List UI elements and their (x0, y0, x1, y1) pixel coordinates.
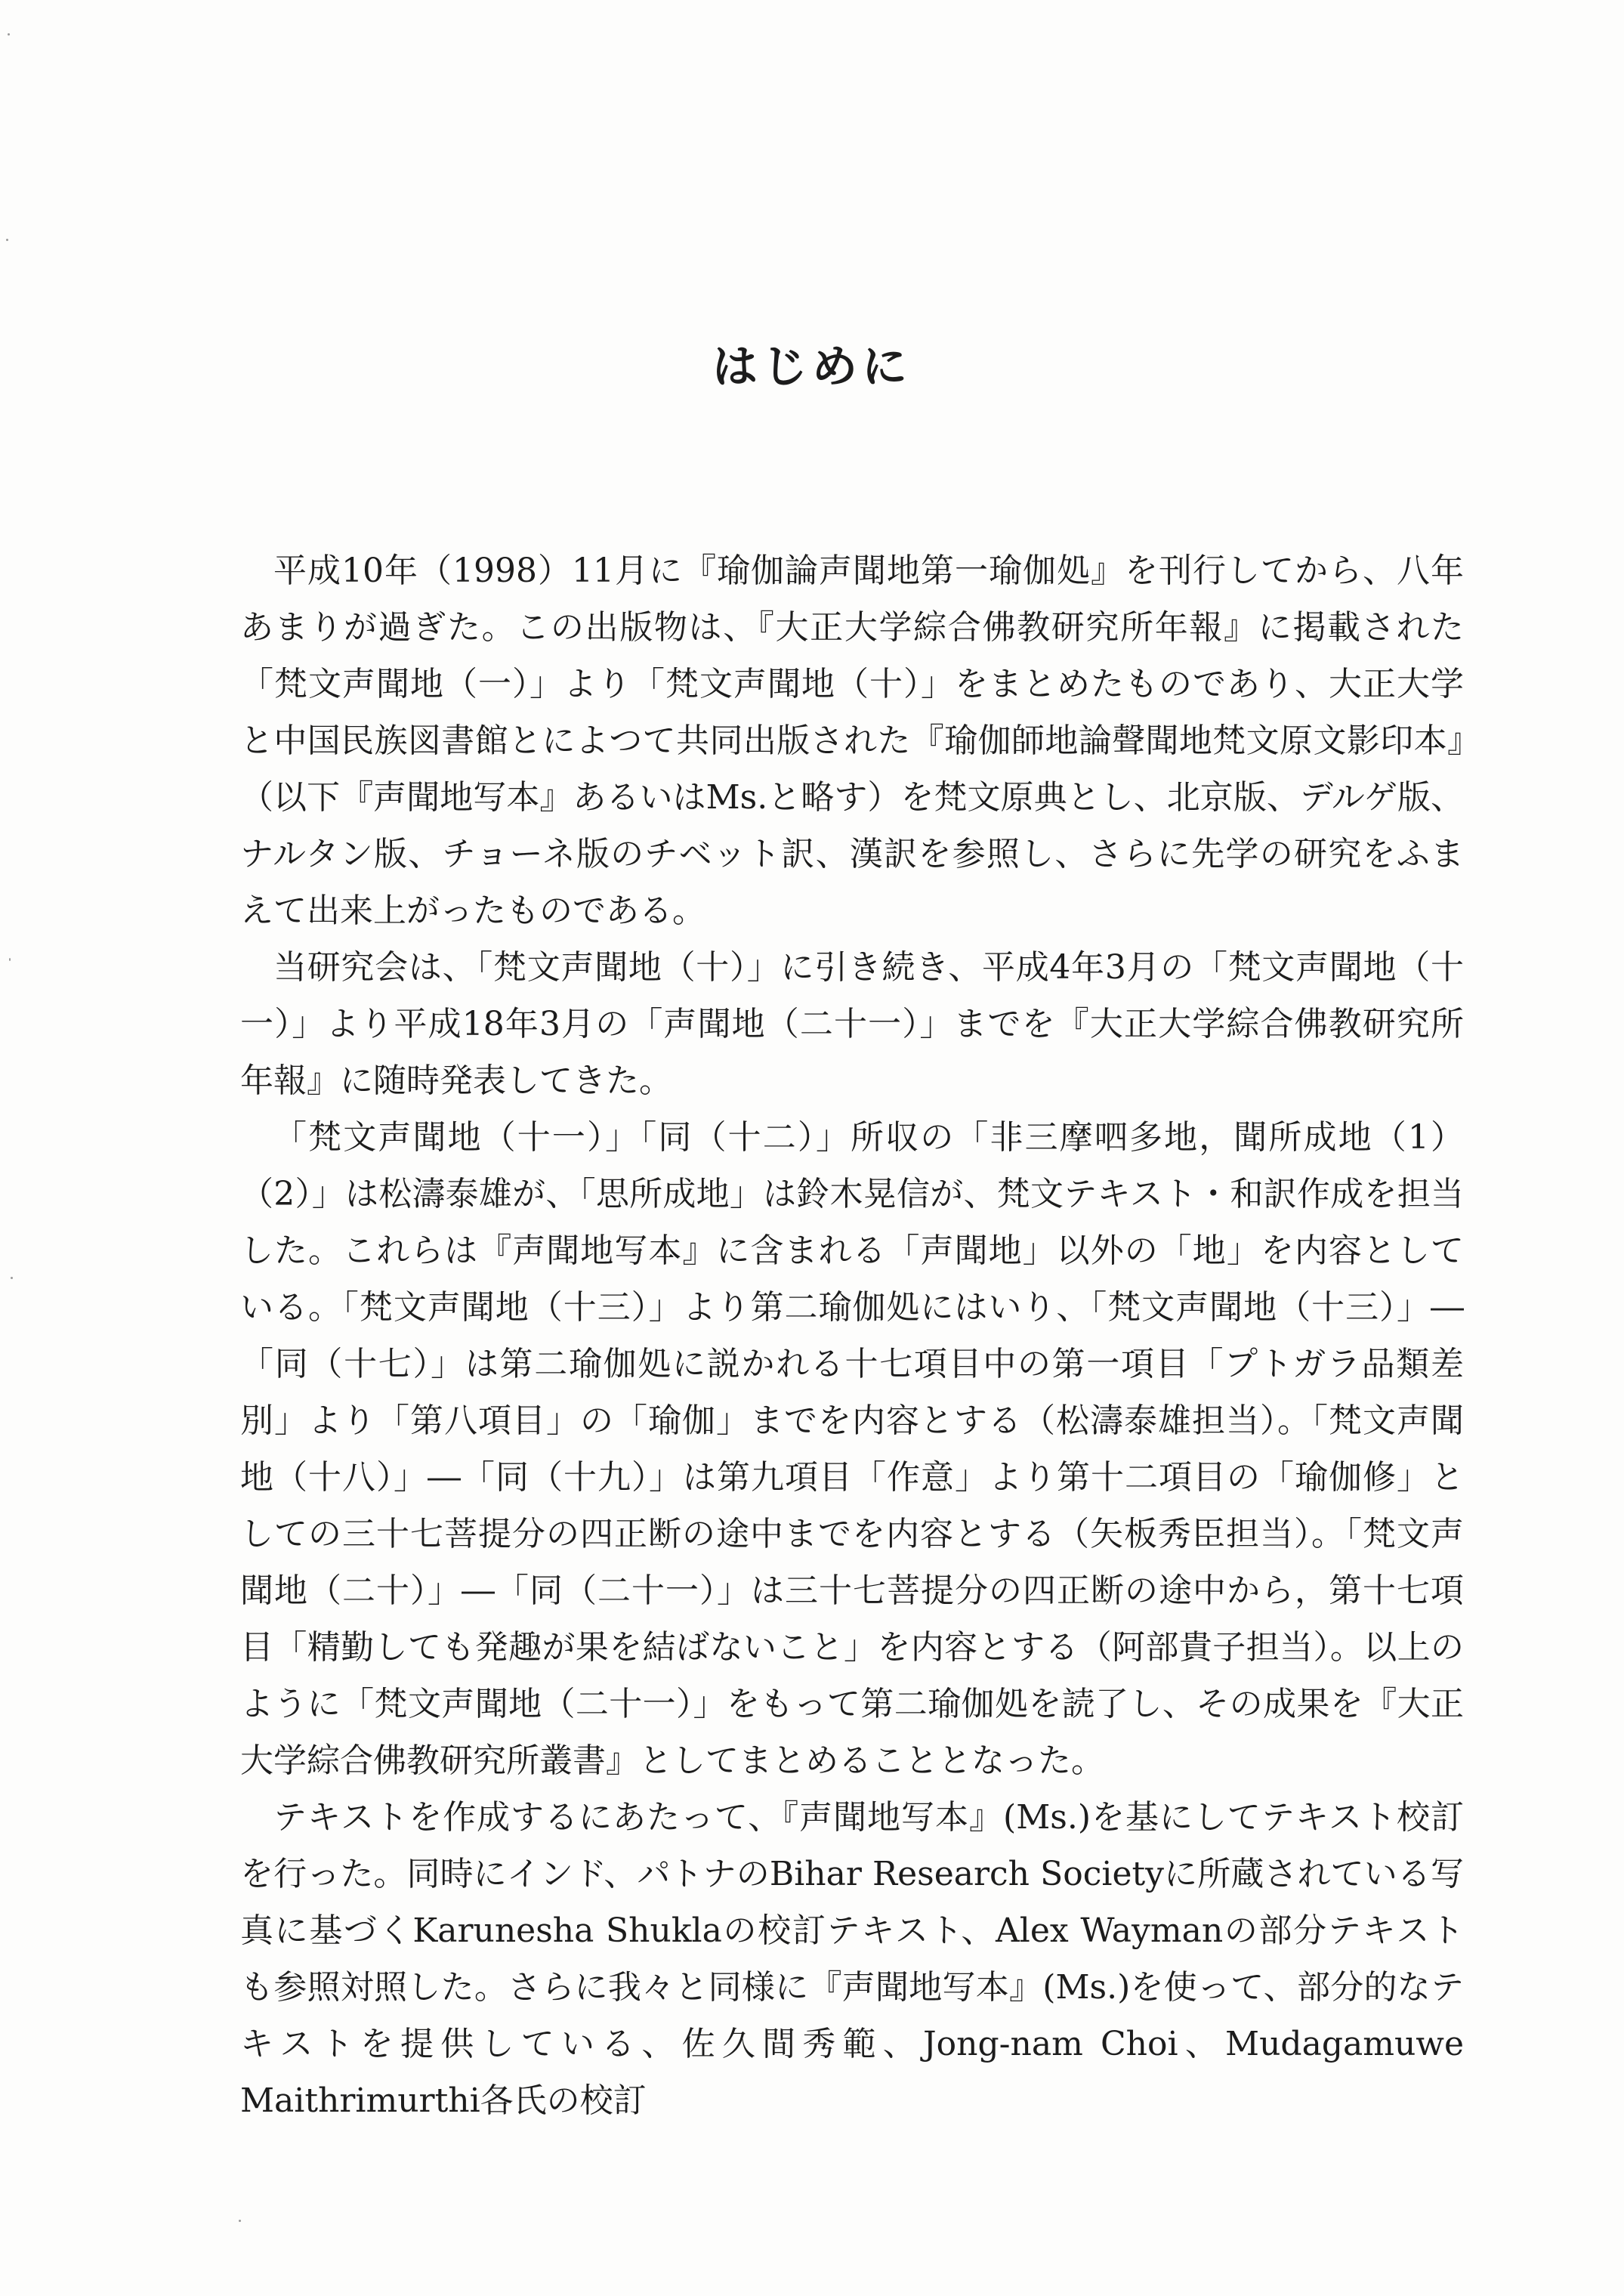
paragraph-3: 「梵文声聞地（十一）」「同（十二）」所収の「非三摩呬多地，聞所成地（1）（2）」は松濤泰雄が、「思所成地」は鈴木晃信が、梵文テキスト・和訳作成を担当した。これらは『声聞地写本』に含まれる「声聞地」以外の「地」を内容としている。「梵文声聞地（十三）」より第二瑜伽処にはいり、「梵文声聞地（十三）」―「同（十七）」は第二瑜伽処に説かれる十七項目中の第一項目「プトガラ品類差別」より「第八項目」の「瑜伽」までを内容とする（松濤泰雄担当）。「梵文声聞地（十八）」―「同（十九）」は第九項目「作意」より第十二項目の「瑜伽修」としての三十七菩提分の四正断の途中までを内容とする（矢板秀臣担当）。「梵文声聞地（二十）」―「同（二十一）」は三十七菩提分の四正断の途中から，第十七項目「精勤しても発趣が果を結ばないこと」を内容とする（阿部貴子担当）。以上のように「梵文声聞地（二十一）」をもって第二瑜伽処を読了し、その成果を『大正大学綜合佛教研究所叢書』としてまとめることとなった。 (240, 1118, 1464, 1780)
paragraph-1: 平成10年（1998）11月に『瑜伽論声聞地第一瑜伽処』を刊行してから、八年あまりが過ぎた。この出版物は、『大正大学綜合佛教研究所年報』に掲載された「梵文声聞地（一）」より「梵文声聞地（十）」をまとめたものであり、大正大学と中国民族図書館とによつて共同出版された『瑜伽師地論聲聞地梵文原文影印本』（以下『声聞地写本』あるいはMs.と略す）を梵文原典とし、北京版、デルゲ版、ナルタン版、チョーネ版のチベット訳、漢訳を参照し、さらに先学の研究をふまえて出来上がったものである。 (240, 552, 1464, 930)
body-text (240, 542, 1464, 2129)
paragraph-2: 当研究会は、「梵文声聞地（十）」に引き続き、平成4年3月の「梵文声聞地（十一）」より平成18年3月の「声聞地（二十一）」までを『大正大学綜合佛教研究所年報』に随時発表してきた。 (240, 948, 1464, 1100)
scan-speck (239, 2220, 241, 2222)
scan-speck (6, 239, 8, 241)
scan-speck (11, 1277, 13, 1279)
scan-speck (9, 958, 11, 961)
page-title: はじめに (712, 341, 912, 394)
scan-speck (8, 33, 10, 36)
paragraph-4: テキストを作成するにあたって、『声聞地写本』(Ms.)を基にしてテキスト校訂を行った。同時にインド、パトナのBihar Research Societyに所蔵されている写真に基づくKarunesha Shuklaの校訂テキスト、Alex Waymanの部分テキストも参照対照した。さらに我々と同様に『声聞地写本』(Ms.)を使って、部分的なテキストを提供している、佐久間秀範、Jong-nam Choi、Mudagamuwe Maithrimurthi各氏の校訂 (240, 1798, 1464, 2120)
